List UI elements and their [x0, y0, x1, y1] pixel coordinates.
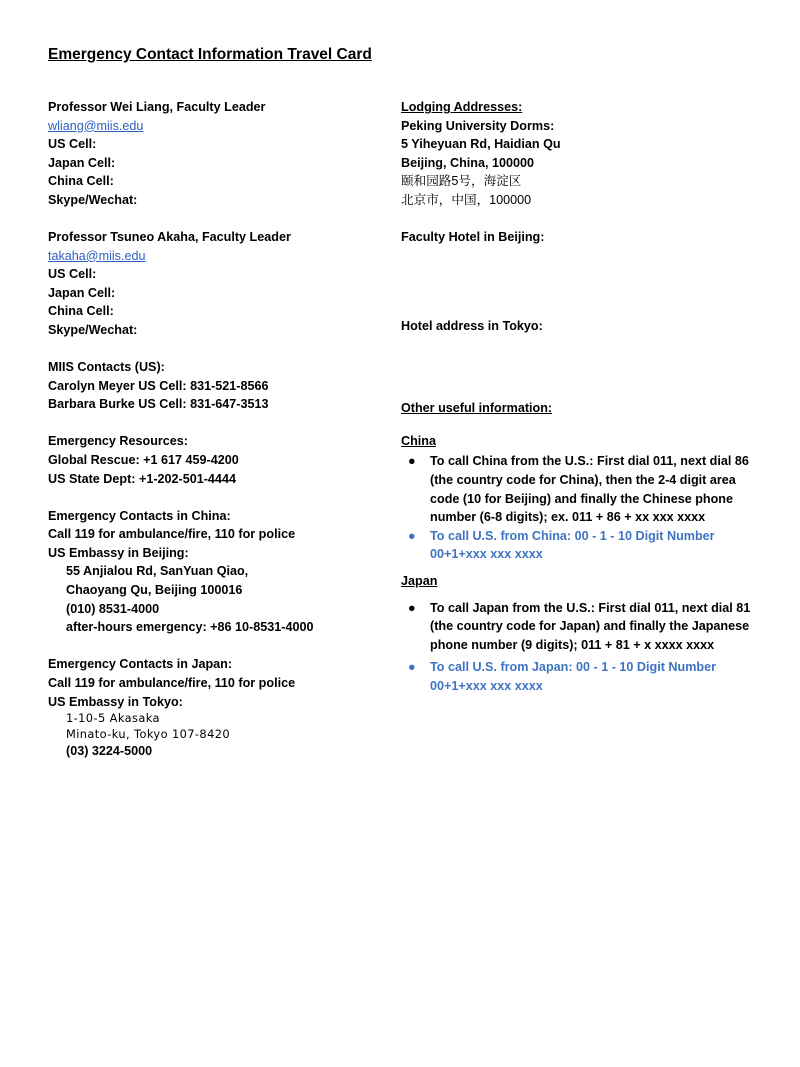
leader1-skype: Skype/Wechat:: [48, 192, 138, 207]
japan-emergency-heading: Emergency Contacts in Japan:: [48, 657, 233, 672]
china-call-instructions: To call China from the U.S.: First dial 011, next dial 86 (the country code for China), then the 2-4 digit area code (10 for Beijing) and finally the Chinese phone number (6-8 digits); ex. 011 + 86 + xx xxx xxxx: [430, 454, 749, 525]
resources-global-rescue: Global Rescue: +1 617 459-4200: [48, 453, 239, 467]
japan-embassy-addr1: 1-10-5 Akasaka: [66, 711, 160, 726]
china-embassy-addr2: Chaoyang Qu, Beijing 100016: [66, 583, 243, 598]
leader1-china-cell: China Cell:: [48, 174, 114, 189]
china-embassy-addr1: 55 Anjialou Rd, SanYuan Qiao,: [66, 564, 249, 579]
dorm-address-1: 5 Yiheyuan Rd, Haidian Qu: [401, 137, 561, 152]
resources-state-dept: US State Dept: +1-202-501-4444: [48, 471, 236, 486]
list-item: [401, 527, 761, 564]
miis-contact-1: Carolyn Meyer US Cell: 831-521-8566: [48, 378, 269, 393]
bullet-icon: ●: [408, 528, 416, 543]
china-call-us-line1: To call U.S. from China: 00 - 1 - 10 Digit Number: [430, 528, 715, 543]
leader2-china-cell: China Cell:: [48, 304, 114, 319]
japan-info-label: Japan: [401, 574, 438, 588]
bullet-icon: ●: [408, 454, 416, 469]
resources-heading: Emergency Resources:: [48, 434, 188, 449]
leader1-name: Professor Wei Liang, Faculty Leader: [48, 100, 266, 114]
japan-emergency-numbers: Call 119 for ambulance/fire, 110 for police: [48, 675, 296, 690]
leader2-name: Professor Tsuneo Akaha, Faculty Leader: [48, 230, 291, 245]
leader1-japan-cell: Japan Cell:: [48, 155, 116, 170]
china-embassy-phone: (010) 8531-4000: [66, 601, 160, 616]
page-title: Emergency Contact Information Travel Card: [48, 46, 372, 63]
dorm-name: Peking University Dorms:: [401, 118, 555, 133]
leader2-skype: Skype/Wechat:: [48, 323, 138, 338]
miis-heading: MIIS Contacts (US):: [48, 360, 165, 375]
japan-embassy-addr2: Minato-ku, Tokyo 107-8420: [66, 726, 231, 741]
right-column: [401, 98, 761, 704]
china-call-us-line2: 00+1+xxx xxx xxxx: [430, 547, 543, 562]
japan-embassy-phone: (03) 3224-5000: [66, 744, 153, 759]
list-item: [401, 452, 761, 526]
dorm-address-cn-1: 颐和园路5号，海淀区: [401, 174, 522, 189]
bullet-icon: ●: [408, 600, 416, 615]
japan-call-us-line2: 00+1+xxx xxx xxxx: [430, 678, 543, 693]
leader1-us-cell: US Cell:: [48, 137, 97, 152]
china-emergency-heading: Emergency Contacts in China:: [48, 508, 231, 523]
dorm-address-cn-2: 北京市，中国，100000: [401, 192, 532, 207]
left-column: [48, 98, 378, 761]
japan-call-us-line1: To call U.S. from Japan: 00 - 1 - 10 Digit Number: [430, 660, 716, 675]
china-embassy-after-hours: after-hours emergency: +86 10-8531-4000: [66, 620, 314, 635]
other-info-heading: Other useful information:: [401, 401, 553, 416]
china-emergency-numbers: Call 119 for ambulance/fire, 110 for police: [48, 527, 296, 542]
leader1-email-link[interactable]: wliang@miis.edu: [48, 118, 144, 133]
china-info-list: [401, 452, 761, 564]
hotel-address-tokyo: Hotel address in Tokyo:: [401, 318, 543, 333]
china-info-label: China: [401, 433, 436, 448]
japan-call-instructions: To call Japan from the U.S.: First dial 011, next dial 81 (the country code for Japan) and finally the Japanese phone number (9 digits); 011 + 81 + x xxxx xxxx: [430, 600, 751, 652]
faculty-hotel-beijing: Faculty Hotel in Beijing:: [401, 230, 545, 245]
japan-info-list: [401, 599, 761, 696]
leader2-us-cell: US Cell:: [48, 267, 97, 282]
bullet-icon: ●: [408, 660, 416, 675]
list-item: [401, 599, 761, 655]
japan-embassy-label: US Embassy in Tokyo:: [48, 694, 183, 709]
china-embassy-label: US Embassy in Beijing:: [48, 545, 189, 560]
lodging-heading: Lodging Addresses:: [401, 100, 523, 114]
leader2-japan-cell: Japan Cell:: [48, 285, 116, 300]
leader2-email-link[interactable]: takaha@miis.edu: [48, 248, 146, 263]
list-item: [401, 658, 761, 695]
miis-contact-2: Barbara Burke US Cell: 831-647-3513: [48, 397, 269, 412]
dorm-address-2: Beijing, China, 100000: [401, 155, 534, 170]
